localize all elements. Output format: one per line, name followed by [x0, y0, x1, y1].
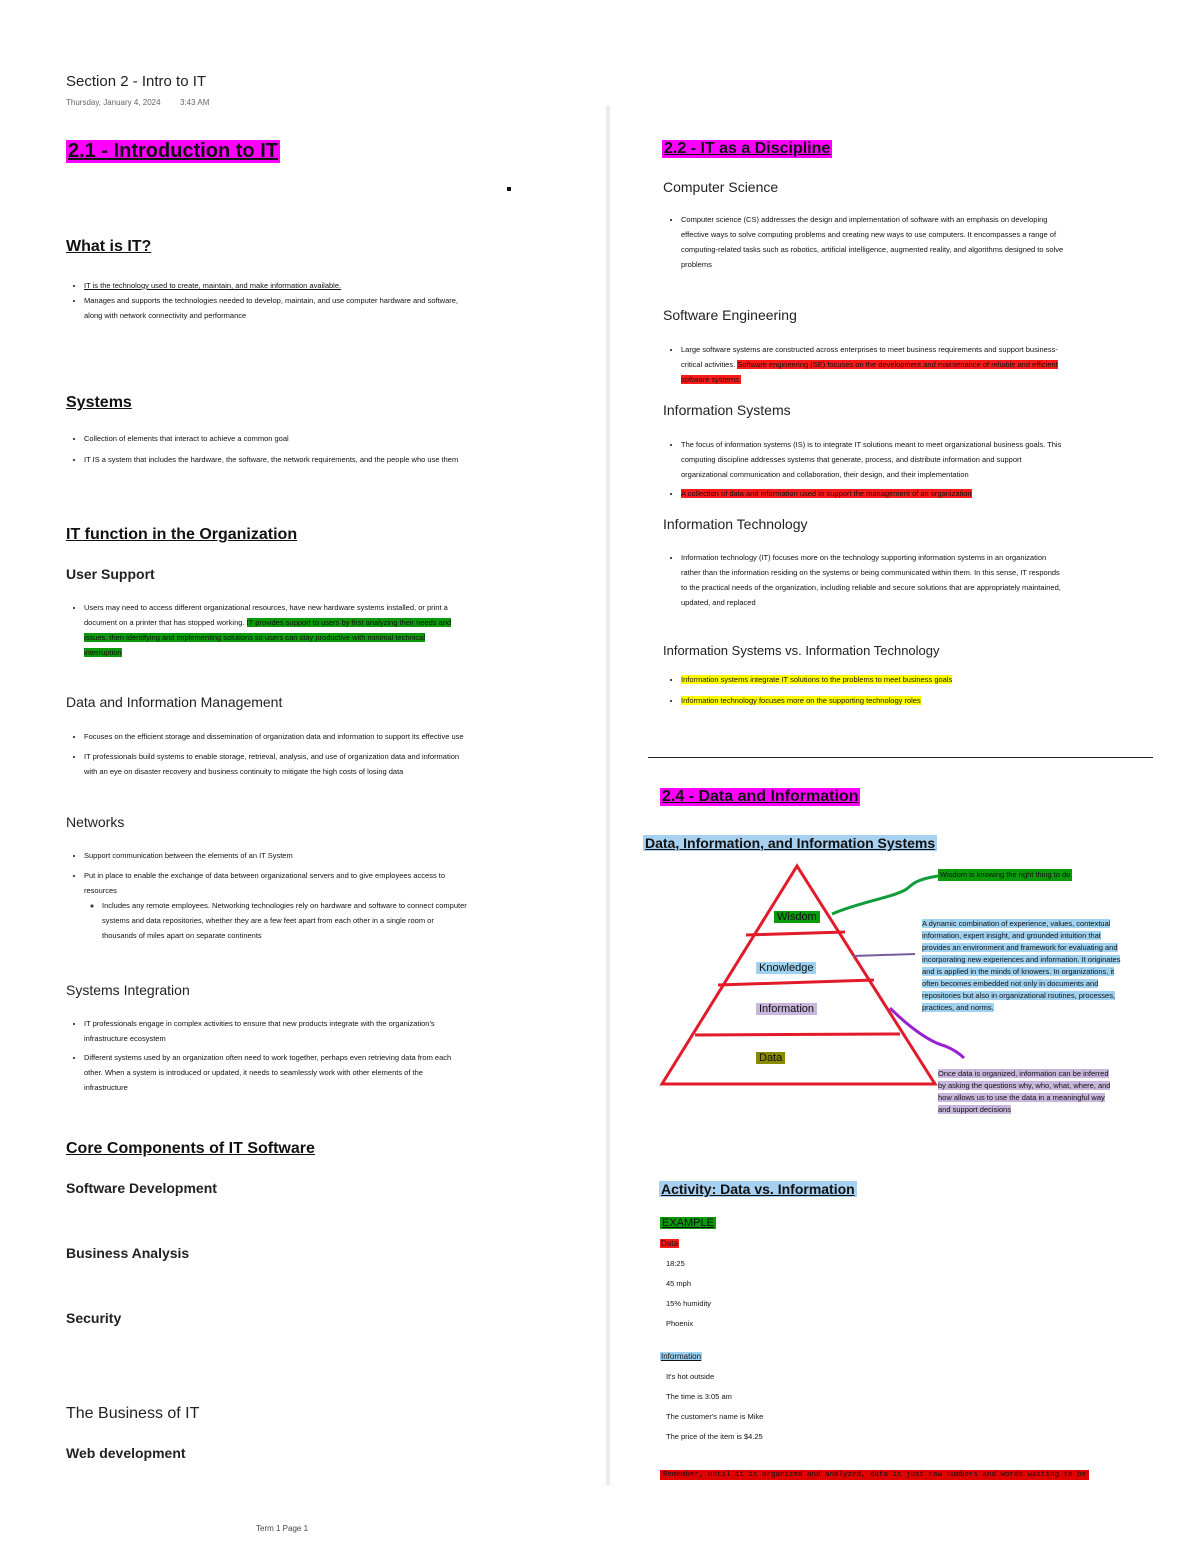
heading-business-of-it: The Business of IT: [66, 1405, 200, 1422]
data-items: [666, 1254, 711, 1334]
pyramid-divider: [718, 980, 874, 985]
user-support-text: Users may need to access different organizational resources, have new hardware systems installed, or print a: [84, 603, 448, 612]
networks-subitem: Includes any remote employees. Networking technologies rely on hardware and software to connect computer: [102, 901, 467, 910]
it-list: [663, 550, 1200, 610]
se-text: Large software systems are constructed across enterprises to meet business requirements and support business-: [681, 345, 1058, 354]
integration-item: Different systems used by an organization often need to work together, perhaps even retrieving data from each: [84, 1053, 452, 1062]
what-item: along with network connectivity and performance: [84, 311, 247, 320]
cs-text: computing-related tasks such as robotics, artificial intelligence, augmented reality, and algorithms designed to solve: [681, 245, 1064, 254]
pyramid-label-knowledge: Knowledge: [756, 962, 816, 974]
heading-user-support: User Support: [66, 566, 155, 582]
core-item: Software Development: [66, 1180, 217, 1196]
se-list: [663, 342, 1200, 387]
networks-subitem: thousands of miles apart on separate continents: [102, 931, 262, 940]
data-item: 18:25: [666, 1259, 685, 1268]
core-item: Business Analysis: [66, 1245, 190, 1261]
information-label: Information: [661, 1352, 702, 1361]
networks-list: [66, 848, 604, 943]
what-list: [66, 278, 604, 323]
cs-text: Computer science (CS) addresses the design and implementation of software with an emphasis on developing: [681, 215, 1048, 224]
heading-information-technology: Information Technology: [663, 516, 808, 532]
user-support-highlight: IT provides support to users by first analyzing their needs and: [246, 618, 452, 627]
data-label: Data: [661, 1239, 678, 1248]
core-item: Security: [66, 1310, 122, 1326]
pyramid-divider: [695, 1034, 900, 1035]
heading-what-is-it: What is IT?: [66, 238, 152, 255]
is-text: The focus of information systems (IS) is to integrate IT solutions meant to meet organizational business goals. This: [681, 440, 1062, 449]
wisdom-connector: [832, 876, 938, 914]
cs-list: [663, 212, 1200, 272]
se-text: critical activities.: [681, 360, 736, 369]
it-text: rather than the information residing on the systems or being communicated within them. In this sense, IT responds: [681, 568, 1060, 577]
data-mgmt-list: [66, 729, 604, 779]
it-text: updated, and replaced: [681, 598, 756, 607]
knowledge-note-line: often becomes embedded not only in documents and: [922, 979, 1099, 988]
example-label: EXAMPLE: [662, 1217, 714, 1229]
knowledge-note-line: practices, and norms.: [922, 1003, 994, 1012]
heading-it-function: IT function in the Organization: [66, 526, 298, 543]
page-time: 3:43 AM: [180, 98, 210, 107]
column-divider: [606, 105, 610, 1485]
data-mgmt-item: with an eye on disaster recovery and business continuity to mitigate the high costs of losing data: [84, 767, 404, 776]
heading-systems: Systems: [66, 394, 132, 411]
page-footer: Term 1 Page 1: [256, 1524, 309, 1533]
section-heading-data: 2.4 - Data and Information: [662, 788, 859, 805]
heading-networks: Networks: [66, 814, 125, 830]
info-item: The price of the item is $4.25: [666, 1432, 763, 1441]
section-heading-discipline: 2.2 - IT as a Discipline: [664, 140, 831, 157]
user-support-list: [66, 600, 604, 660]
pyramid-outline: [662, 866, 935, 1084]
integration-item: other. When a system is introduced or updated, it needs to seamlessly work with other elements of the: [84, 1068, 423, 1077]
what-item: • Manages and supports the technologies needed to develop, maintain, and use computer hardware and software,: [84, 293, 604, 308]
is-text: computing discipline addresses systems that generate, process, and distribute information and support: [681, 455, 1022, 464]
stray-dot: [507, 187, 511, 191]
user-support-highlight: interruption: [84, 648, 122, 657]
pyramid-label-information: Information: [756, 1003, 817, 1015]
data-mgmt-item: • Focuses on the efficient storage and dissemination of organization data and information to support its effective use: [84, 729, 604, 744]
information-note-line: how allows us to use the data in a meaningful way: [938, 1093, 1105, 1102]
integration-list: [66, 1016, 604, 1095]
is-vs-it-item: Information technology focuses more on the supporting technology roles: [681, 696, 921, 705]
heading-information-systems: Information Systems: [663, 402, 791, 418]
user-support-highlight: issues, then identifying and implementing solutions so users can stay productive with minimal technical: [84, 633, 426, 642]
web-development: Web development: [66, 1445, 186, 1461]
it-text: Information technology (IT) focuses more on the technology supporting information systems in an organization: [681, 553, 1047, 562]
knowledge-note-line: repositories but also in organizational routines, processes,: [922, 991, 1116, 1000]
integration-item: infrastructure: [84, 1083, 128, 1092]
heading-computer-science: Computer Science: [663, 179, 779, 195]
heading-core-components: Core Components of IT Software: [66, 1140, 315, 1157]
info-item: It's hot outside: [666, 1372, 715, 1381]
integration-item: IT professionals engage in complex activities to ensure that new products integrate with the organization's: [84, 1019, 435, 1028]
networks-item: resources: [84, 886, 117, 895]
heading-systems-integration: Systems Integration: [66, 982, 190, 998]
it-text: to the practical needs of the organization, including reliable and secure solutions that are appropriately maintained,: [681, 583, 1061, 592]
data-item: 45 mph: [666, 1279, 692, 1288]
networks-item: • Support communication between the elements of an IT System: [84, 848, 604, 863]
knowledge-note-line: information, expert insight, and grounded intuition that: [922, 931, 1101, 940]
information-note: [938, 1068, 1158, 1116]
pyramid-label-data: Data: [756, 1052, 785, 1064]
systems-item: • Collection of elements that interact to achieve a common goal: [84, 431, 604, 446]
is-vs-it-list: [663, 672, 1200, 708]
integration-item: infrastructure ecosystem: [84, 1034, 166, 1043]
page-date: Thursday, January 4, 2024: [66, 98, 161, 107]
is-highlight: A collection of data and information used to support the management of an organization: [681, 489, 972, 498]
info-items: [666, 1367, 763, 1447]
knowledge-note-line: incorporating new experiences and information. It originates: [922, 955, 1121, 964]
data-item: Phoenix: [666, 1319, 694, 1328]
data-mgmt-item: IT professionals build systems to enable storage, retrieval, analysis, and use of organization data and information: [84, 752, 460, 761]
cs-text: effective ways to solve computing problems and creating new ways to use computers. It encompasses a range of: [681, 230, 1057, 239]
pyramid-label-wisdom: Wisdom: [774, 911, 820, 923]
networks-subitem: systems and data repositories, whether they are a few feet apart from each other in a single room or: [102, 916, 434, 925]
user-support-text: document on a printer that has stopped working.: [84, 618, 245, 627]
info-item: The customer's name is Mike: [666, 1412, 764, 1421]
page-title: Section 2 - Intro to IT: [66, 73, 207, 90]
is-list: [663, 437, 1200, 501]
is-vs-it-item: Information systems integrate IT solutions to the problems to meet business goals: [681, 675, 953, 684]
information-note-line: and support decisions: [938, 1105, 1011, 1114]
heading-software-engineering: Software Engineering: [663, 307, 797, 323]
is-text: organizational communication and collaboration, their design, and their implementation: [681, 470, 969, 479]
remember-note: Remember, until it is organized and analyzed, data is just raw numbers and words waiting to be: [660, 1470, 1089, 1480]
information-note-line: by asking the questions why, who, what, where, and: [938, 1081, 1111, 1090]
knowledge-connector: [853, 954, 915, 956]
heading-data-info-mgmt: Data and Information Management: [66, 694, 283, 710]
heading-dikw: Data, Information, and Information Systems: [645, 835, 936, 851]
knowledge-note: [922, 918, 1184, 1014]
systems-item: • IT IS a system that includes the hardware, the software, the network requirements, and the people who use them: [84, 452, 604, 467]
information-note-line: Once data is organized, information can be inferred: [938, 1069, 1109, 1078]
what-item: • IT is the technology used to create, maintain, and make information available.: [84, 278, 604, 293]
systems-list: [66, 431, 604, 467]
heading-activity: Activity: Data vs. Information: [661, 1181, 855, 1197]
cs-text: problems: [681, 260, 712, 269]
pyramid-divider: [746, 932, 845, 935]
knowledge-note-line: A dynamic combination of experience, values, contextual: [922, 919, 1111, 928]
knowledge-note-line: provides an environment and framework for evaluating and: [922, 943, 1118, 952]
data-item: 15% humidity: [666, 1299, 712, 1308]
wisdom-note: Wisdom is knowing the right thing to do: [940, 870, 1071, 879]
horizontal-divider: [648, 757, 1153, 758]
heading-is-vs-it: Information Systems vs. Information Technology: [663, 643, 940, 658]
section-heading-intro: 2.1 - Introduction to IT: [68, 140, 278, 162]
se-highlight: software systems.: [681, 375, 742, 384]
networks-item: Put in place to enable the exchange of data between organizational servers and to give employees access to: [84, 871, 446, 880]
info-item: The time is 3:05 am: [666, 1392, 732, 1401]
knowledge-note-line: and is applied in the minds of knowers. In organizations, it: [922, 967, 1115, 976]
se-highlight: Software engineering (SE) focuses on the development and maintenance of reliable and efficient: [737, 360, 1058, 369]
